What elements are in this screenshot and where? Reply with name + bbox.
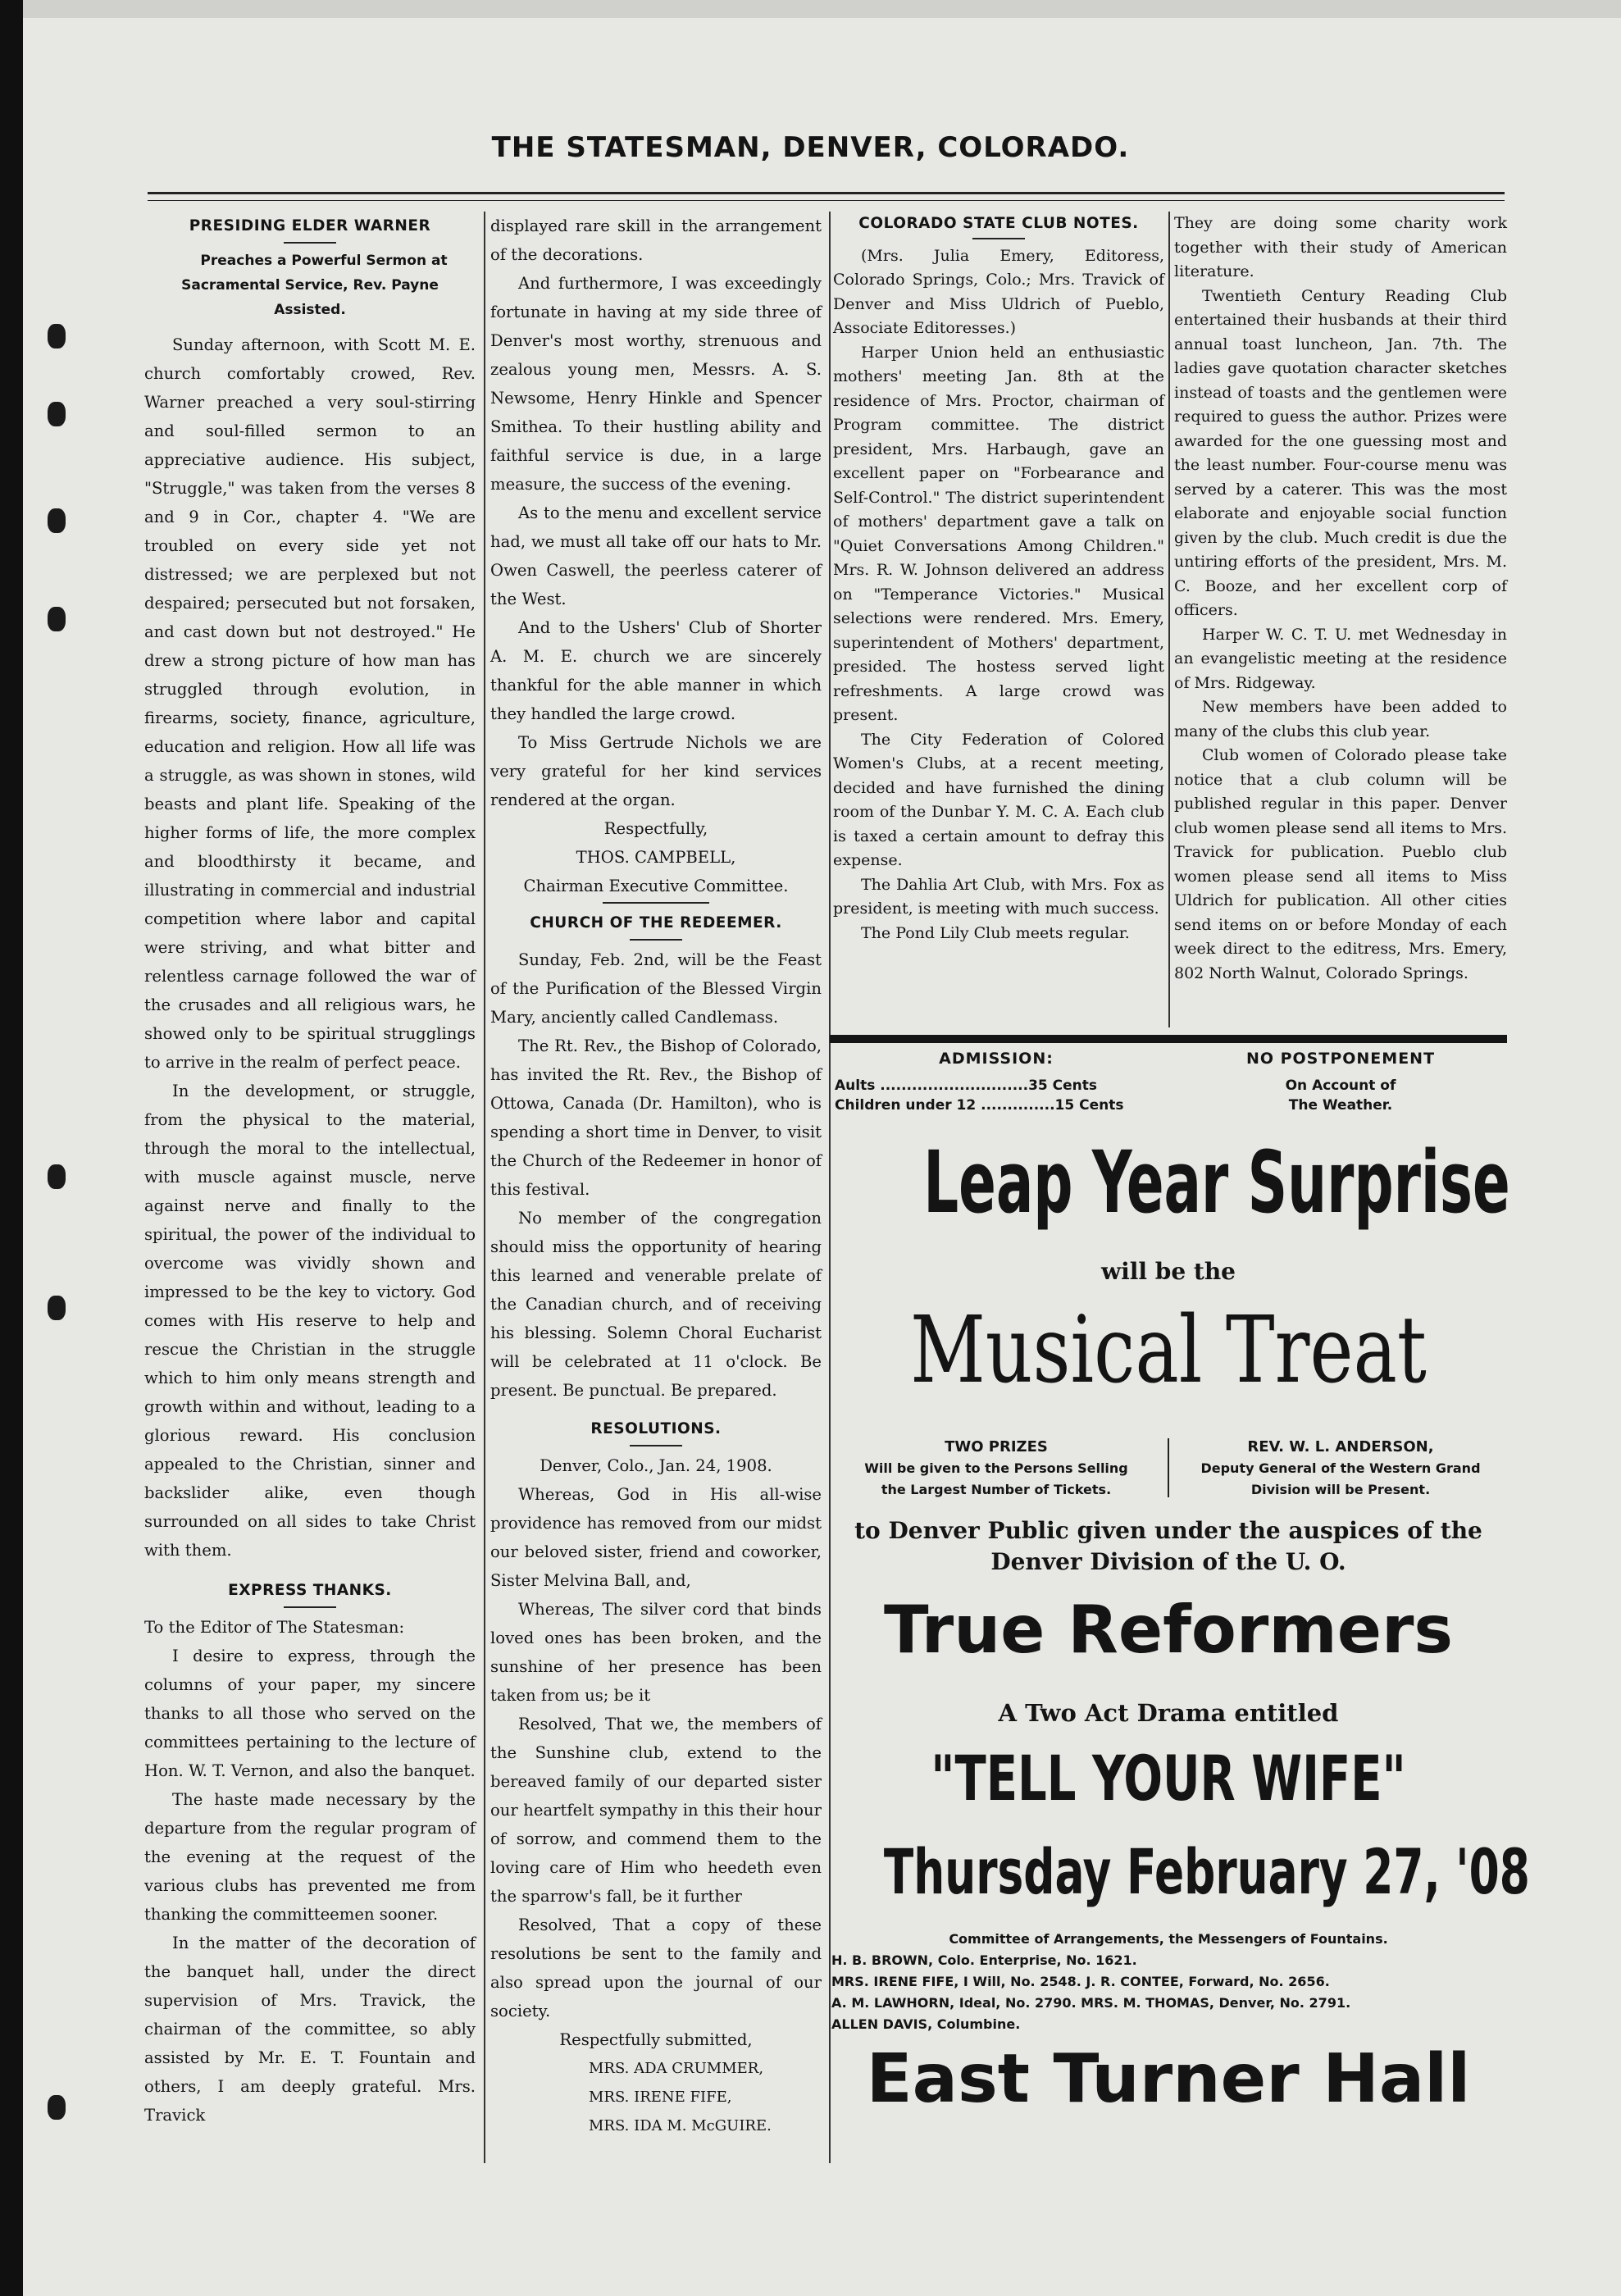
- committee-member: MRS. IRENE FIFE, I Will, No. 2548. J. R. CONTEE, Forward, No. 2656.: [831, 1974, 1330, 1989]
- paragraph: And furthermore, I was exceedingly fortunate in having at my side three of Denver's most worthy, strenuous and zealous young men, Messrs. A. S. Newsome, Henry Hinkle and Spencer Smithea. To their hustling ability and faithful service is due, in a large measure, the success of the evening.: [490, 274, 822, 494]
- admission-children: Children under 12 ..............15 Cents: [835, 1097, 1124, 1114]
- paragraph: I desire to express, through the columns of your paper, my sincere thanks to all those who served on the committees pertaining to the lecture of Hon. W. T. Vernon, and also the banquet.: [144, 1647, 476, 1780]
- paragraph: No member of the congregation should miss the opportunity of hearing this learned and venerable prelate of the Canadian church, and of receiving his blessing. Solemn Choral Eucharist will be celebrated at 11 o'clock. Be present. Be punctual. Be prepared.: [490, 1209, 822, 1400]
- paragraph: They are doing some charity work together with their study of American literature.: [1174, 214, 1507, 280]
- signer-name: MRS. IRENE FIFE,: [589, 2089, 732, 2106]
- paragraph: New members have been added to many of the clubs this club year.: [1174, 698, 1507, 740]
- reverend-text: Deputy General of the Western Grand: [1200, 1460, 1481, 1476]
- reverend-text: Division will be Present.: [1250, 1482, 1431, 1497]
- paragraph: The Pond Lily Club meets regular.: [861, 923, 1130, 942]
- auspices-line1: to Denver Public given under the auspices of the: [854, 1517, 1482, 1544]
- paragraph: The Dahlia Art Club, with Mrs. Fox as president, is meeting with much success.: [833, 875, 1164, 918]
- closing: Respectfully,: [603, 819, 708, 838]
- scan-left-edge: [0, 0, 23, 2296]
- true-reformers-headline: True Reformers: [883, 1592, 1454, 1668]
- weather-line2: The Weather.: [1288, 1097, 1393, 1114]
- auspices-text: [828, 1515, 1509, 1578]
- paragraph: Harper Union held an enthusiastic mothers' meeting Jan. 8th at the residence of Mrs. Proctor, chairman of Program committee. The district president, Mrs. Harbaugh, gave an excellent paper on "Forbearance and Self-Control." The district superintendent of mothers' department gave a talk on "Quiet Conversations Among Children." Mrs. R. W. Johnson delivered an address on "Temperance Victories." Musical selections were rendered. Mrs. Emery, superintendent of Mothers' department, presided. The hostess served light refreshments. A large crowd was present.: [833, 343, 1164, 724]
- divider: [284, 242, 336, 244]
- divider: [630, 939, 682, 941]
- scan-top-edge: [0, 0, 1621, 18]
- article-subheading: Preaches a Powerful Sermon at Sacramental Service, Rev. Payne Assisted.: [181, 253, 448, 318]
- leap-year-headline: Leap Year Surprise: [923, 1132, 1510, 1232]
- column-rule: [484, 212, 485, 2163]
- article-heading: RESOLUTIONS.: [590, 1420, 722, 1437]
- committee-member: H. B. BROWN, Colo. Enterprise, No. 1621.: [831, 1952, 1137, 1968]
- committee-member: A. M. LAWHORN, Ideal, No. 2790. MRS. M. THOMAS, Denver, No. 2791.: [831, 1995, 1351, 2011]
- paragraph: The haste made necessary by the departure from the regular program of the evening at the request of the various clubs has prevented me from thanking the committeemen sooner.: [144, 1790, 476, 1924]
- article-heading: CHURCH OF THE REDEEMER.: [530, 914, 782, 932]
- committee-heading: Committee of Arrangements, the Messengers of Fountains.: [949, 1931, 1388, 1947]
- signer-title: Chairman Executive Committee.: [523, 877, 789, 895]
- paragraph: Club women of Colorado please take notice that a club column will be published regular in this paper. Denver club women please send all items to Mrs. Travick for publication. Pueblo club women please send all items to Miss Uldrich for publication. All other cities send items on or before Monday of each week direct to the editress, Mrs. Emery, 802 North Walnut, Colorado Springs.: [1174, 746, 1507, 982]
- prizes-text: Will be given to the Persons Selling: [864, 1460, 1128, 1476]
- paragraph: As to the menu and excellent service had, we must all take off our hats to Mr. Owen Caswell, the peerless caterer of the West.: [490, 503, 822, 608]
- admission-label: ADMISSION:: [939, 1050, 1054, 1068]
- paragraph: And to the Ushers' Club of Shorter A. M. E. church we are sincerely thankful for the able manner in which they handled the large crowd.: [490, 618, 822, 723]
- paragraph: Whereas, God in His all-wise providence has removed from our midst our beloved sister, friend and coworker, Sister Melvina Ball, and,: [490, 1485, 822, 1590]
- musical-treat-headline: Musical Treat: [910, 1297, 1427, 1404]
- weather-line1: On Account of: [1285, 1077, 1396, 1094]
- committee-member: ALLEN DAVIS, Columbine.: [831, 2016, 1021, 2032]
- prizes-text: the Largest Number of Tickets.: [881, 1482, 1112, 1497]
- committee-list: [831, 1950, 1509, 2035]
- paragraph: To the Editor of The Statesman:: [144, 1618, 405, 1637]
- divider: [603, 902, 709, 904]
- paragraph: In the development, or struggle, from the physical to the material, through the moral to the intellectual, with muscle against muscle, nerve against nerve and finally to the spiritual, the power of the individual to overcome was vividly shown and impressed to be the key to victory. God comes with His reserve to help and rescue the Christian in the struggle which to him only means strength and growth within and without, leading to a glorious reward. His conclusion appealed to the Christian, sinner and backslider alike, even though surrounded on all sides to take Christ with them.: [144, 1082, 476, 1560]
- masthead: THE STATESMAN, DENVER, COLORADO.: [491, 131, 1130, 164]
- paragraph: Sunday afternoon, with Scott M. E. church comfortably crowed, Rev. Warner preached a very soul-stirring and soul-filled sermon to an appreciative audience. His subject, "Struggle," was taken from the verses 8 and 9 in Cor., chapter 4. "We are troubled on every side yet not distressed; we are perplexed but not despaired; persecuted but not forsaken, and cast down but not destroyed." He drew a strong picture of how man has struggled through evolution, in firearms, society, finance, agriculture, education and religion. How all life was a struggle, as was shown in stones, wild beasts and plant life. Speaking of the higher forms of life, the more complex and bloodthirsty it became, and illustrating in commercial and industrial competition where labor and capital were striving, and what bitter and relentless carnage followed the war of the crusades and all religious wars, he showed only to be spiritual strugglings to arrive in the realm of perfect peace.: [144, 335, 476, 1072]
- ad-divider: [1168, 1438, 1169, 1497]
- will-be-the: will be the: [1100, 1258, 1236, 1285]
- divider: [972, 238, 1025, 239]
- paragraph: The City Federation of Colored Women's Clubs, at a recent meeting, decided and have furnished the dining room of the Dunbar Y. M. C. A. Each club is taxed a certain amount to defray this expense.: [833, 730, 1164, 869]
- paragraph: Harper W. C. T. U. met Wednesday in an evangelistic meeting at the residence of Mrs. Ridgeway.: [1174, 625, 1507, 692]
- tell-your-wife-headline: "TELL YOUR WIFE": [931, 1742, 1406, 1815]
- closing: Respectfully submitted,: [559, 2030, 753, 2049]
- column-3: [833, 212, 1164, 945]
- prizes-block: [828, 1437, 1164, 1501]
- paragraph: The Rt. Rev., the Bishop of Colorado, has invited the Rt. Rev., the Bishop of Ottowa, Canada (Dr. Hamilton), who is spending a short time in Denver, to visit the Church of the Redeemer in honor of this festival.: [490, 1036, 822, 1199]
- masthead-rule: [148, 192, 1505, 194]
- signer: THOS. CAMPBELL,: [576, 848, 736, 867]
- article-heading: EXPRESS THANKS.: [228, 1582, 392, 1599]
- no-postponement: NO POSTPONEMENT: [1245, 1050, 1436, 1068]
- drama-text: A Two Act Drama entitled: [998, 1699, 1339, 1727]
- paragraph: Resolved, That a copy of these resolutions be sent to the family and also spread upon the journal of our society.: [490, 1916, 822, 2020]
- divider: [630, 1445, 682, 1446]
- column-4: [1174, 212, 1507, 986]
- dateline: Denver, Colo., Jan. 24, 1908.: [540, 1456, 772, 1475]
- paragraph: (Mrs. Julia Emery, Editoress, Colorado Springs, Colo.; Mrs. Travick of Denver and Miss Uldrich of Pueblo, Associate Editoresses.): [833, 246, 1164, 337]
- paragraph: In the matter of the decoration of the banquet hall, under the direct supervision of Mrs. Travick, the chairman of the committee, so ably assisted by Mr. E. T. Fountain and others, I am deeply grateful. Mrs. Travick: [144, 1934, 476, 2125]
- venue-headline: East Turner Hall: [866, 2040, 1471, 2118]
- reverend-name: REV. W. L. ANDERSON,: [1247, 1438, 1434, 1456]
- paragraph: Sunday, Feb. 2nd, will be the Feast of the Purification of the Blessed Virgin Mary, anciently called Candlemass.: [490, 950, 822, 1027]
- divider: [284, 1606, 336, 1608]
- paragraph: Resolved, That we, the members of the Sunshine club, extend to the bereaved family of our departed sister our heartfelt sympathy in this their hour of sorrow, and commend them to the loving care of Him who heedeth even the sparrow's fall, be it further: [490, 1715, 822, 1906]
- prizes-title: TWO PRIZES: [945, 1438, 1048, 1456]
- event-date: Thursday February 27, '08: [883, 1835, 1530, 1908]
- article-heading: COLORADO STATE CLUB NOTES.: [858, 215, 1139, 232]
- paragraph: Twentieth Century Reading Club entertained their husbands at their third annual toast luncheon, Jan. 7th. The ladies gave quotation character sketches instead of toasts and the gentlemen were required to guess the author. Prizes were awarded for the one guessing most and the least number. Four-course menu was served by a caterer. This was the most elaborate and enjoyable social function given by the club. Much credit is due the untiring efforts of the president, Mrs. M. C. Booze, and her excellent corp of officers.: [1174, 286, 1507, 619]
- column-1: [144, 212, 476, 2130]
- column-rule: [1168, 212, 1170, 1027]
- column-2: [490, 212, 822, 2140]
- article-heading: PRESIDING ELDER WARNER: [189, 217, 431, 235]
- paragraph: displayed rare skill in the arrangement of the decorations.: [490, 216, 822, 264]
- admission-adults: Aults ............................35 Cents: [835, 1077, 1098, 1094]
- paragraph: Whereas, The silver cord that binds loved ones has been broken, and the sunshine of her presence has been taken from us; be it: [490, 1600, 822, 1705]
- auspices-line2: Denver Division of the U. O.: [990, 1548, 1346, 1575]
- signer-name: MRS. ADA CRUMMER,: [589, 2060, 764, 2077]
- advertisement: [828, 1035, 1530, 2150]
- reverend-block: [1172, 1437, 1509, 1501]
- masthead-rule-thin: [148, 200, 1505, 201]
- signer-name: MRS. IDA M. McGUIRE.: [589, 2117, 772, 2134]
- paragraph: To Miss Gertrude Nichols we are very grateful for her kind services rendered at the organ.: [490, 733, 822, 809]
